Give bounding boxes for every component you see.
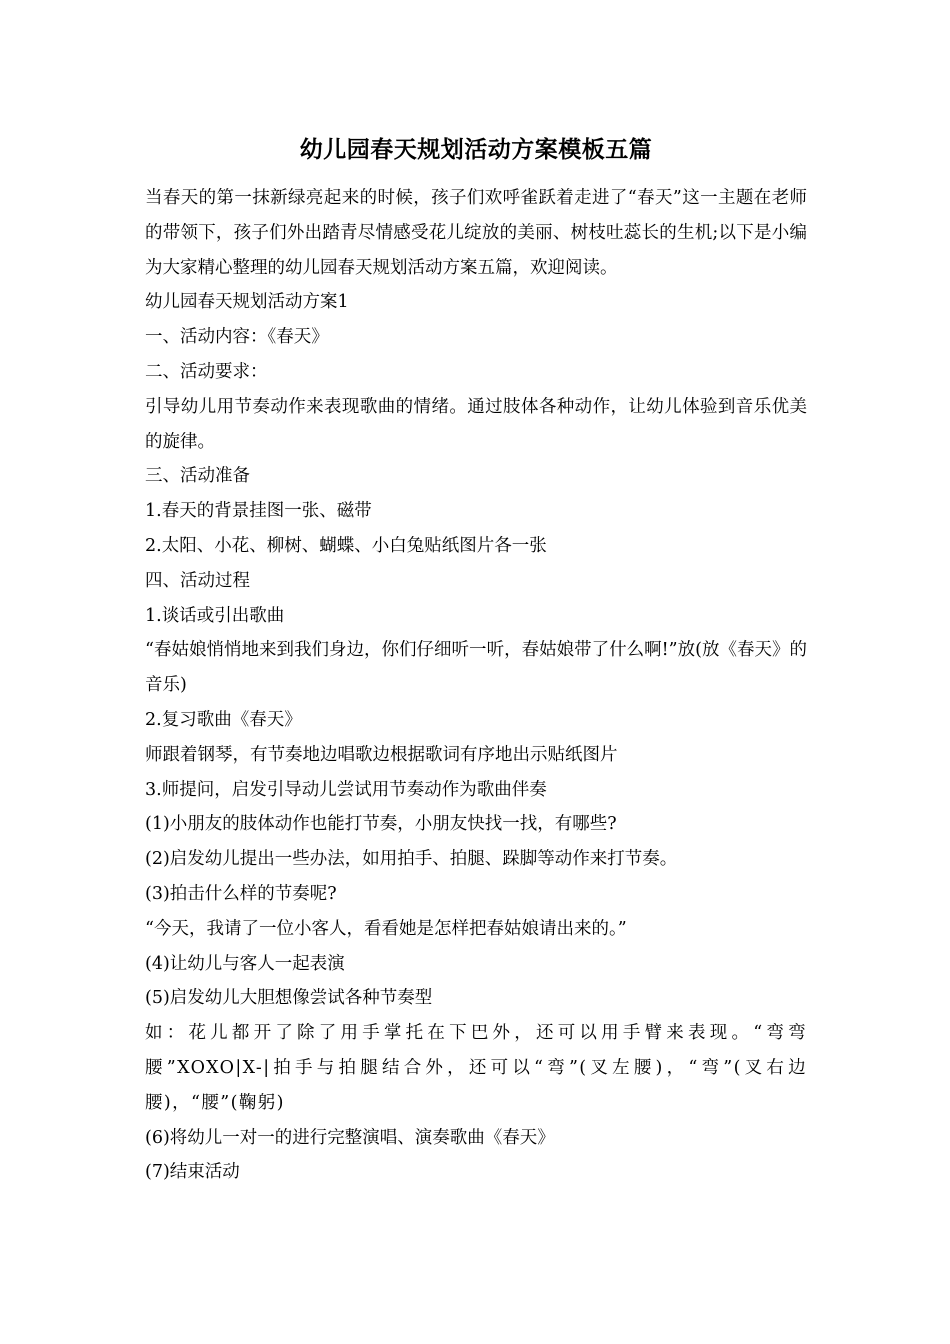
process-substep-1: (1)小朋友的肢体动作也能打节奏，小朋友快找一找，有哪些? [145,814,617,835]
process-step-3: 3.师提问，启发引导动儿尝试用节奏动作为歌曲伴奏 [145,779,547,800]
process-substep-5-example: 如：花儿都开了除了用手掌托在下巴外，还可以用手臂来表现。“弯弯腰”XOXO|X-|拍手与拍腿结合外，还可以“弯”(叉左腰)，“弯”(叉右边腰)，“腰”(鞠躬) [145,1023,807,1113]
process-substep-6: (6)将幼儿一对一的进行完整演唱、演奏歌曲《春天》 [145,1127,555,1148]
process-step-1: 1.谈话或引出歌曲 [145,605,285,626]
process-step-1-quote: “春姑娘悄悄地来到我们身边，你们仔细听一听，春姑娘带了什么啊!”放(放《春天》的音乐) [145,640,807,696]
process-substep-3: (3)拍击什么样的节奏呢? [145,883,337,904]
activity-requirements-text: 引导幼儿用节奏动作来表现歌曲的情绪。通过肢体各种动作，让幼儿体验到音乐优美的旋律。 [145,396,807,452]
activity-preparation-heading: 三、活动准备 [145,466,250,487]
document-body [145,181,807,1190]
activity-content-line: 一、活动内容：《春天》 [145,327,329,348]
activity-process-heading: 四、活动过程 [145,570,250,591]
intro-paragraph: 当春天的第一抹新绿亮起来的时候，孩子们欢呼雀跃着走进了“春天”这一主题在老师的带领下，孩子们外出踏青尽情感受花儿绽放的美丽、树枝吐蕊长的生机;以下是小编为大家精心整理的幼儿园春天规划活动方案五篇，欢迎阅读。 [145,188,807,278]
process-substep-2: (2)启发幼儿提出一些办法，如用拍手、拍腿、跺脚等动作来打节奏。 [145,849,678,870]
section-heading-plan-1: 幼儿园春天规划活动方案1 [145,292,349,313]
process-substep-3-quote: “今天，我请了一位小客人，看看她是怎样把春姑娘请出来的。” [145,918,627,939]
preparation-item-2: 2.太阳、小花、柳树、蝴蝶、小白兔贴纸图片各一张 [145,535,547,556]
process-step-2-text: 师跟着钢琴，有节奏地边唱歌边根据歌词有序地出示贴纸图片 [145,744,618,765]
process-substep-7: (7)结束活动 [145,1162,240,1183]
process-substep-5: (5)启发幼儿大胆想像尝试各种节奏型 [145,988,433,1009]
process-step-2: 2.复习歌曲《春天》 [145,709,302,730]
activity-requirements-heading: 二、活动要求： [145,361,268,382]
document-title: 幼儿园春天规划活动方案模板五篇 [299,136,653,163]
preparation-item-1: 1.春天的背景挂图一张、磁带 [145,501,372,522]
process-substep-4: (4)让幼儿与客人一起表演 [145,953,345,974]
